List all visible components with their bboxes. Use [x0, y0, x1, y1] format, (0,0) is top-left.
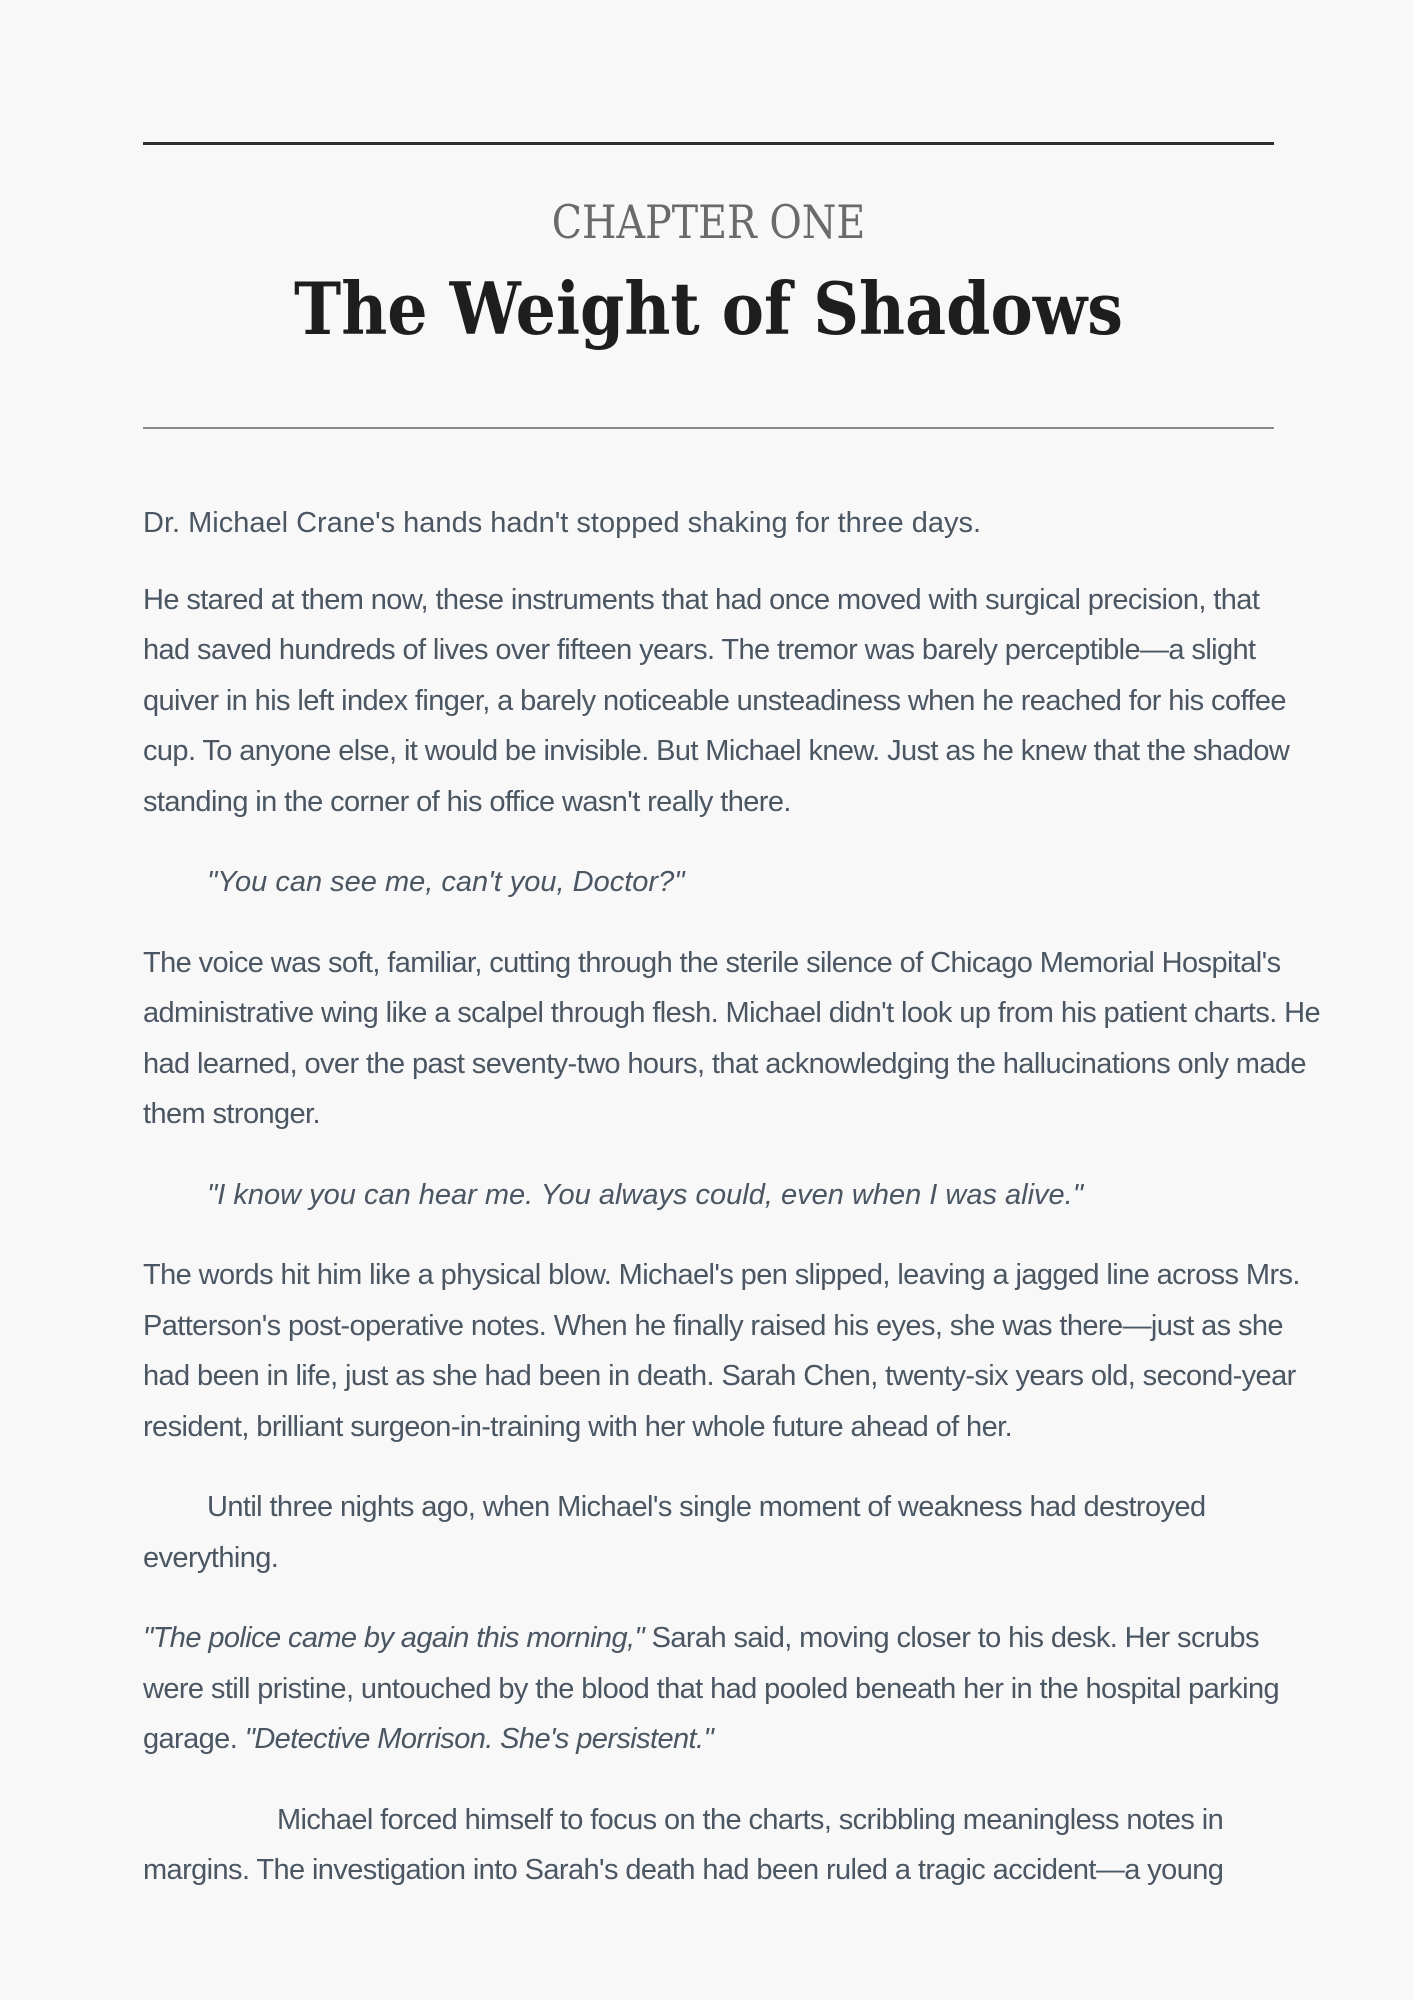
paragraph: The words hit him like a physical blow. Michael's pen slipped, leaving a jagged line across Mrs. Patterson's post-operative notes. When he finally raised his eyes, she was there—just as she had been in life, just as she had been in death. Sarah Chen, twenty-six years old, second-year resident, brilliant surgeon-in-training with her whole future ahead of her.	[143, 1259, 1300, 1443]
narration-span: Sarah said, moving closer to his desk. Her scrubs were still pristine, untouched by the blood that had pooled beneath her in the hospital parking garage.	[143, 1622, 1280, 1755]
chapter-label: CHAPTER ONE	[551, 195, 866, 249]
dialogue-paragraph: "You can see me, can't you, Doctor?"	[207, 866, 685, 898]
dialogue-paragraph: "I know you can hear me. You always could, even when I was alive."	[207, 1178, 1084, 1211]
chapter-body	[143, 498, 1343, 1926]
mixed-paragraph	[143, 1613, 1293, 1765]
dialogue-span: "Detective Morrison. She's persistent."	[244, 1723, 714, 1755]
paragraph: He stared at them now, these instruments that had once moved with surgical precision, that had saved hundreds of lives over fifteen years. The tremor was barely perceptible—a slight quiver in his left index finger, a barely noticeable unsteadiness when he reached for his coffee cup. To anyone else, it would be invisible. But Michael knew. Just as he knew that the shadow standing in the corner of his office wasn't really there.	[143, 583, 1290, 818]
top-rule-divider	[143, 142, 1274, 145]
indented-paragraph: Michael forced himself to focus on the charts, scribbling meaningless notes in margins. The investigation into Sarah's death had been ruled a tragic accident—a young	[143, 1803, 1224, 1886]
indented-paragraph: Until three nights ago, when Michael's single moment of weakness had destroyed everything.	[143, 1491, 1206, 1574]
chapter-title: The Weight of Shadows	[294, 266, 1123, 351]
bottom-rule-divider	[143, 427, 1274, 429]
dialogue-span: "The police came by again this morning,"	[143, 1622, 645, 1654]
paragraph-lead: Dr. Michael Crane's hands hadn't stopped shaking for three days.	[143, 507, 982, 539]
paragraph: The voice was soft, familiar, cutting through the sterile silence of Chicago Memorial Hospital's administrative wing like a scalpel through flesh. Michael didn't look up from his patient charts. He had learned, over the past seventy-two hours, that acknowledging the hallucinations only made them stronger.	[143, 946, 1321, 1130]
